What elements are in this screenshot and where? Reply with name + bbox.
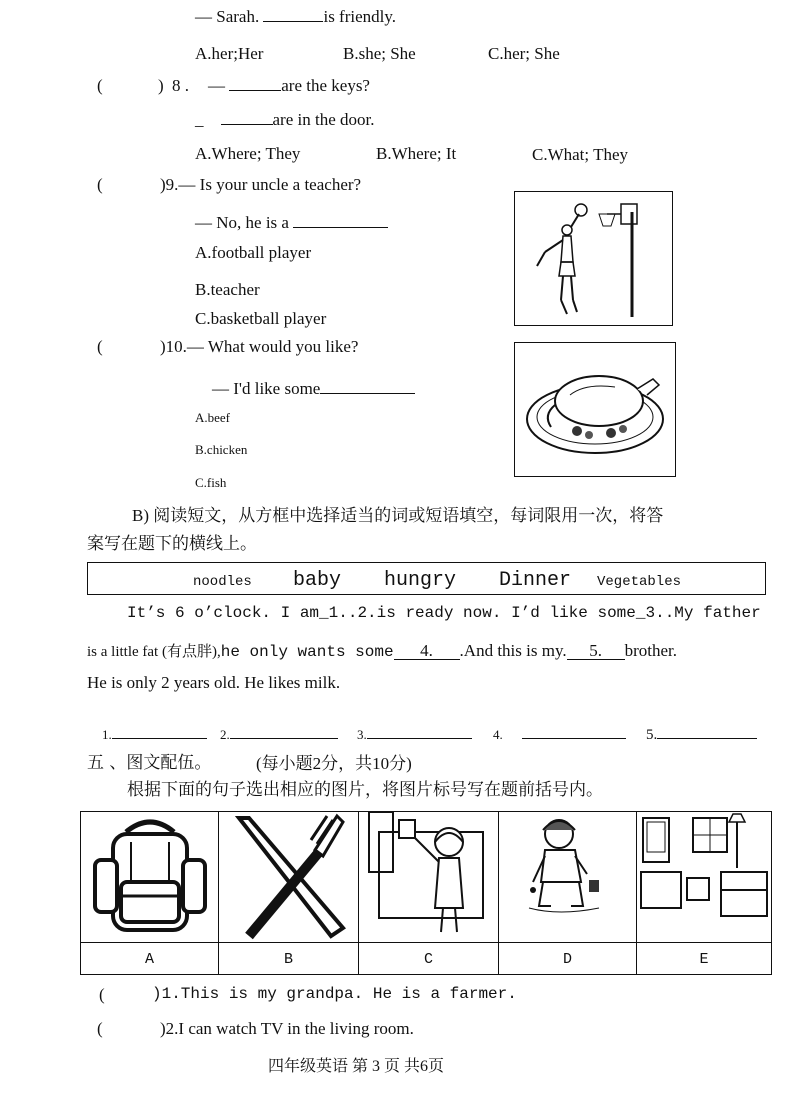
picture-label-e: E — [637, 942, 771, 975]
answer-blank-5[interactable] — [657, 738, 757, 739]
q9-option-a[interactable]: A.football player — [195, 243, 312, 262]
q7-line: — Sarah. is friendly. — [195, 7, 397, 26]
girl-planting-icon — [499, 812, 637, 942]
answer-line-5: 5. — [646, 728, 757, 743]
q9-answer-line: — No, he is a — [195, 214, 388, 231]
q9-option-b[interactable]: B.teacher — [195, 280, 260, 299]
passage-blank-4[interactable]: 4. — [394, 642, 460, 660]
q10-question: )10.— What would you like? — [160, 337, 359, 356]
picture-grid — [80, 811, 772, 975]
s5-q1-text: )1.This is my grandpa. He is a farmer. — [152, 985, 517, 1003]
q10-answer-line: — I'd like some — [212, 380, 415, 397]
answer-line-1: 1. — [102, 728, 207, 741]
q8-option-c[interactable]: C.What; They — [532, 145, 628, 164]
section-b-instruction-line1: B) 阅读短文，从方框中选择适当的词或短语填空，每词限用一次，将答 — [132, 506, 664, 525]
section-b-instruction-line2: 案写在题下的横线上。 — [87, 534, 257, 553]
q10-blank[interactable] — [320, 393, 415, 394]
s5-q2-text: )2.I can watch TV in the living room. — [160, 1019, 414, 1038]
q9-paren-open[interactable]: ( — [97, 175, 103, 194]
q8-option-a[interactable]: A.Where; They — [195, 144, 301, 163]
s5-q2-paren-open[interactable]: ( — [97, 1019, 103, 1038]
answer-blank-4[interactable] — [522, 738, 626, 739]
q8-number: 8 . — [172, 76, 189, 95]
word-baby: baby — [293, 569, 342, 592]
picture-label-c: C — [359, 942, 499, 975]
picture-a-backpack — [81, 812, 219, 942]
picture-label-b: B — [219, 942, 359, 975]
q9-question: )9.— Is your uncle a teacher? — [160, 175, 362, 194]
answer-line-2: 2. — [220, 728, 338, 741]
backpack-icon — [81, 812, 219, 942]
q7-option-b[interactable]: B.she; She — [343, 44, 416, 63]
word-hungry: hungry — [384, 569, 457, 592]
q8-question: — are the keys? — [208, 76, 370, 95]
picture-c-girl-window — [359, 812, 499, 942]
passage-blank-5[interactable]: 5. — [567, 642, 625, 660]
answer-blank-2[interactable] — [230, 738, 338, 739]
passage-line1: It’s 6 o’clock. I am_1..2.is ready now. I’d like some_3..My father — [127, 604, 761, 622]
living-room-icon — [637, 812, 773, 942]
q10-option-a[interactable]: A.beef — [195, 410, 231, 425]
q9-blank[interactable] — [293, 227, 388, 228]
q8-option-b[interactable]: B.Where; It — [376, 144, 457, 163]
roast-chicken-icon — [515, 343, 675, 476]
girl-cleaning-window-icon — [359, 812, 499, 942]
q8-answer-blank[interactable] — [221, 124, 273, 125]
section5-title: 五 、图文配伍。 — [87, 753, 212, 773]
q7-option-a[interactable]: A.her;Her — [195, 44, 264, 63]
answer-blank-3[interactable] — [367, 738, 472, 739]
answer-line-4: 4. — [493, 728, 626, 741]
basketball-player-icon — [515, 192, 672, 325]
q7-blank[interactable] — [263, 21, 323, 22]
picture-label-d: D — [499, 942, 637, 975]
q8-paren-close: ) — [158, 76, 164, 95]
page-footer: 四年级英语 第 3 页 共6页 — [268, 1058, 445, 1075]
q8-answer-line: _ are in the door. — [195, 110, 375, 129]
basketball-player-image — [514, 191, 673, 326]
q8-paren-open[interactable]: ( — [97, 76, 103, 95]
q9-option-c[interactable]: C.basketball player — [195, 309, 327, 328]
word-dinner: Dinner — [499, 569, 572, 592]
section5-instruction: 根据下面的句子选出相应的图片，将图片标号写在题前括号内。 — [127, 780, 603, 799]
q10-paren-open[interactable]: ( — [97, 337, 103, 356]
picture-b-knife-fork — [219, 812, 359, 942]
q8-blank[interactable] — [229, 90, 281, 91]
q10-option-b[interactable]: B.chicken — [195, 442, 248, 457]
roast-chicken-image — [514, 342, 676, 477]
section5-score: (每小题2分，共10分) — [256, 754, 412, 773]
s5-q1-paren-open[interactable]: ( — [99, 985, 105, 1004]
answer-line-3: 3. — [357, 728, 472, 741]
word-vegetables: Vegetables — [597, 574, 682, 590]
passage-line3: He is only 2 years old. He likes milk. — [87, 673, 341, 692]
q10-option-c[interactable]: C.fish — [195, 475, 227, 490]
word-noodles: noodles — [193, 574, 252, 590]
knife-fork-icon — [219, 812, 359, 942]
picture-e-living-room — [637, 812, 773, 942]
passage-line2: is a little fat (有点胖),he only wants some 4. .And this is my. 5. brother. — [87, 641, 677, 661]
picture-d-girl-planting — [499, 812, 637, 942]
answer-blank-1[interactable] — [112, 738, 207, 739]
q7-option-c[interactable]: C.her; She — [488, 44, 560, 63]
picture-label-a: A — [81, 942, 219, 975]
